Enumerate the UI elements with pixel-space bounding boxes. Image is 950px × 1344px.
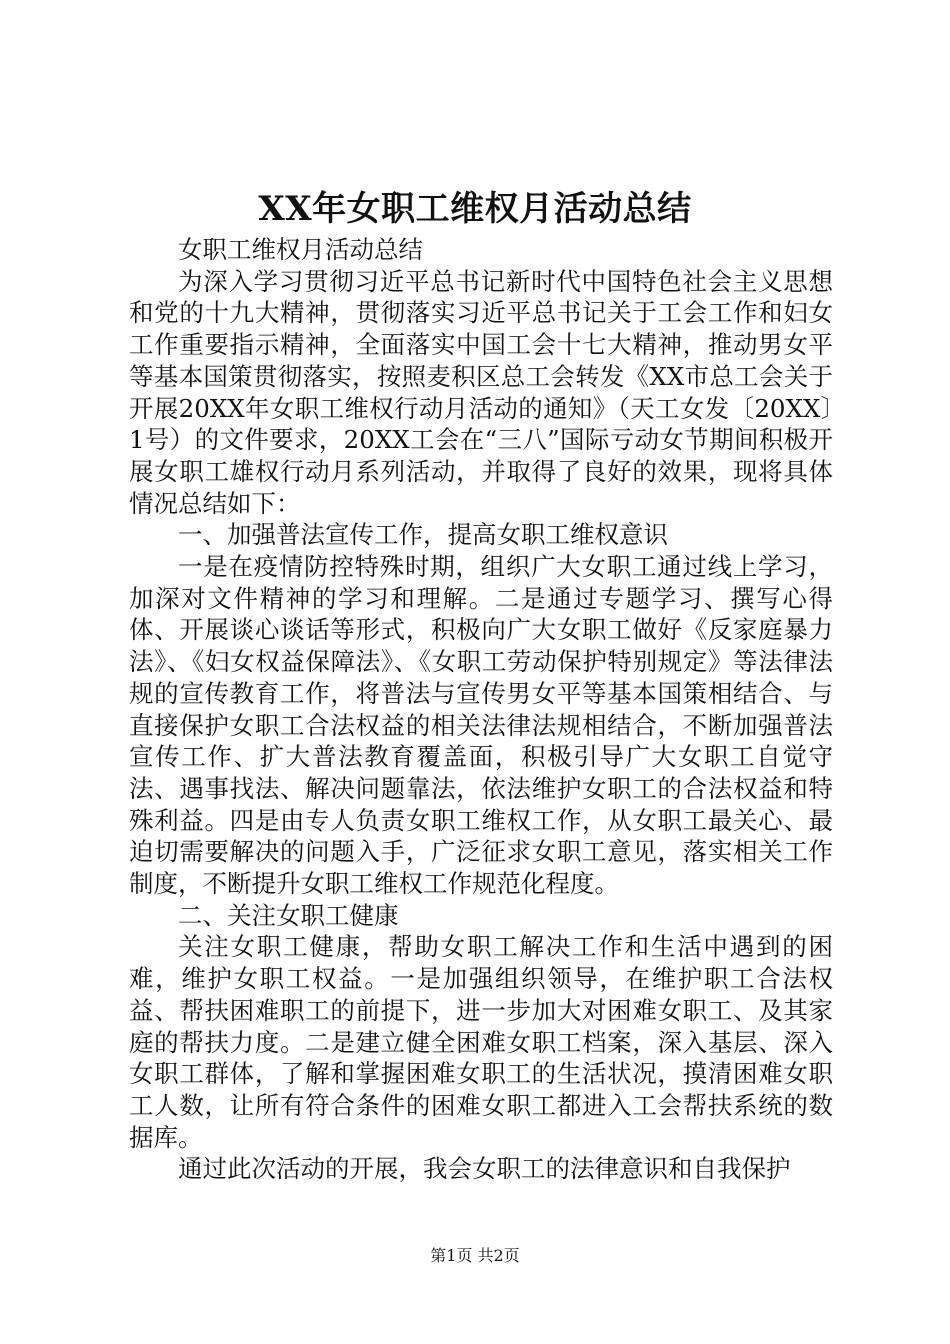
section-heading-1: 一、加强普法宣传工作，提高女职工维权意识	[178, 520, 668, 550]
document-body	[129, 234, 833, 1185]
page-footer: 第1页 共2页	[430, 1246, 520, 1265]
document-title: XX年女职工维权月活动总结	[258, 189, 692, 229]
section-2-paragraph: 关注女职工健康，帮助女职工解决工作和生活中遇到的困难，维护女职工权益。一是加强组织领导，在维护职工合法权益、帮扶困难职工的前提下，进一步加大对困难女职工、及其家庭的帮扶力度。二是建立健全困难女职工档案，深入基层、深入女职工群体，了解和掌握困难女职工的生活状况，摸清困难女职工人数，让所有符合条件的困难女职工都进入工会帮扶系统的数据库。	[129, 932, 833, 1152]
closing-paragraph: 通过此次活动的开展，我会女职工的法律意识和自我保护	[178, 1154, 791, 1184]
section-heading-2: 二、关注女职工健康	[178, 900, 399, 930]
subtitle-paragraph: 女职工维权月活动总结	[178, 235, 423, 264]
section-1-paragraph: 一是在疫情防控特殊时期，组织广大女职工通过线上学习，加深对文件精神的学习和理解。二是通过专题学习、撰写心得体、开展谈心谈话等形式，积极向广大女职工做好《反家庭暴力法》、《妇女权益保障法》、《女职工劳动保护特别规定》等法律法规的宣传教育工作，将普法与宣传男女平等基本国策相结合、与直接保护女职工合法权益的相关法律法规相结合，不断加强普法宣传工作、扩大普法教育覆盖面，积极引导广大女职工自觉守法、遇事找法、解决问题靠法，依法维护女职工的合法权益和特殊利益。四是由专人负责女职工维权工作，从女职工最关心、最迫切需要解决的问题入手，广泛征求女职工意见，落实相关工作制度，不断提升女职工维权工作规范化程度。	[129, 552, 833, 899]
intro-paragraph: 为深入学习贯彻习近平总书记新时代中国特色社会主义思想和党的十九大精神，贯彻落实习近平总书记关于工会工作和妇女工作重要指示精神，全面落实中国工会十七大精神，推动男女平等基本国策贯彻落实，按照麦积区总工会转发《XX市总工会关于开展20XX年女职工维权行动月活动的通知》（天工女发〔20XX〕1号）的文件要求，20XX工会在“三八”国际亏动女节期间积极开展女职工雄权行动月系列活动，并取得了良好的效果，现将具体情况总结如下：	[129, 266, 833, 518]
